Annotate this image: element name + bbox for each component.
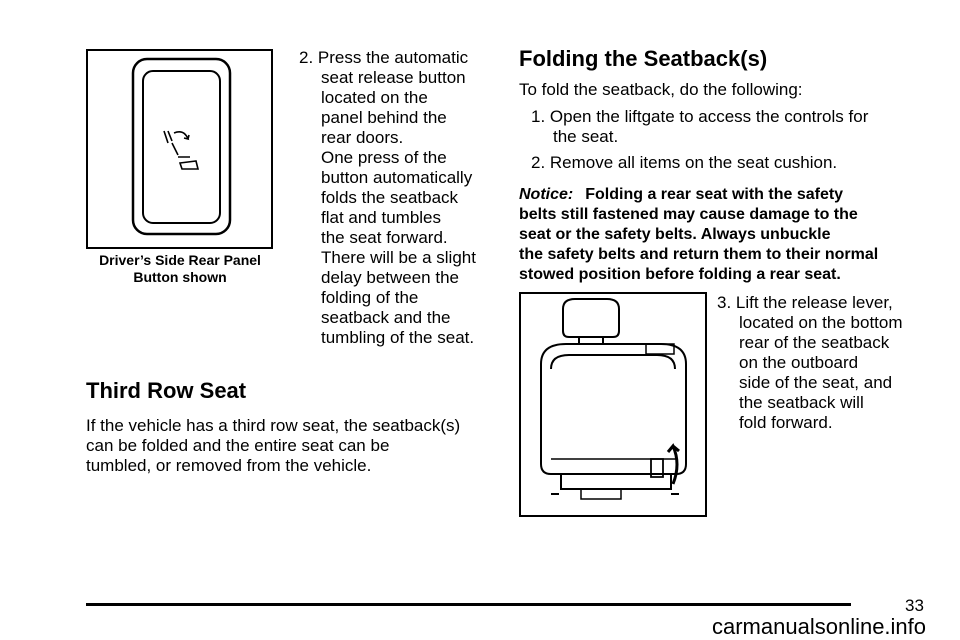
text-line: flat and tumbles — [321, 208, 442, 227]
footer-rule — [86, 603, 851, 606]
folding-step-1 — [531, 107, 868, 147]
text-line: 2. Press the automatic — [299, 48, 469, 67]
text-line: located on the — [321, 88, 428, 107]
text-line: the seat. — [553, 127, 619, 146]
text-line: rear doors. — [321, 128, 404, 147]
folding-heading: Folding the Seatback(s) — [519, 46, 768, 71]
seatback-outline — [541, 344, 686, 474]
text-line: Folding a rear seat with the safety — [585, 186, 844, 203]
text-line: If the vehicle has a third row seat, the seatback(s) — [86, 416, 461, 435]
figure-caption — [84, 252, 276, 286]
text-line: seat release button — [321, 68, 466, 87]
folding-intro: To fold the seatback, do the following: — [519, 80, 803, 99]
text-line: tumbled, or removed from the vehicle. — [86, 456, 372, 475]
folding-step-2: 2. Remove all items on the seat cushion. — [531, 153, 838, 172]
text-line: button automatically — [321, 168, 473, 187]
third-row-paragraph — [86, 416, 496, 476]
text-line: the seatback will — [739, 393, 864, 412]
rear-panel-illustration — [88, 51, 271, 247]
third-row-heading: Third Row Seat — [86, 378, 247, 403]
text-line: stowed position before folding a rear seat. — [519, 266, 841, 283]
notice-block — [519, 185, 939, 285]
seat-release-icon — [164, 131, 198, 169]
text-line: rear of the seatback — [739, 333, 890, 352]
text-line: the seat forward. — [321, 228, 448, 247]
text-line: the safety belts and return them to their normal — [519, 246, 879, 263]
headrest-icon — [563, 299, 619, 337]
text-line: 3. Lift the release lever, — [717, 293, 893, 312]
text-line: delay between the — [321, 268, 459, 287]
text-line: seatback and the — [321, 308, 451, 327]
seatback-figure — [519, 292, 707, 517]
text-line: located on the bottom — [739, 313, 903, 332]
notice-label: Notice: — [519, 186, 574, 203]
caption-line-2: Button shown — [133, 269, 227, 285]
button-panel-figure — [86, 49, 273, 249]
text-line: There will be a slight — [321, 248, 476, 267]
text-line: panel behind the — [321, 108, 447, 127]
text-line: 1. Open the liftgate to access the controls for — [531, 107, 869, 126]
text-line: can be folded and the entire seat can be — [86, 436, 390, 455]
text-line: on the outboard — [739, 353, 859, 372]
watermark-text: carmanualsonline.info — [712, 614, 927, 639]
lift-arrow-icon — [668, 446, 679, 484]
step-2-automatic-release — [299, 48, 499, 348]
folding-step-3 — [717, 293, 942, 433]
text-line: folds the seatback — [321, 188, 459, 207]
text-line: fold forward. — [739, 413, 833, 432]
seatback-illustration — [521, 294, 705, 515]
text-line: folding of the — [321, 288, 419, 307]
caption-line-1: Driver’s Side Rear Panel — [99, 252, 261, 268]
page-number: 33 — [905, 596, 924, 615]
text-line: One press of the — [321, 148, 447, 167]
text-line: belts still fastened may cause damage to the — [519, 206, 858, 223]
text-line: side of the seat, and — [739, 373, 893, 392]
text-line: tumbling of the seat. — [321, 328, 475, 347]
text-line: seat or the safety belts. Always unbuckle — [519, 226, 831, 243]
